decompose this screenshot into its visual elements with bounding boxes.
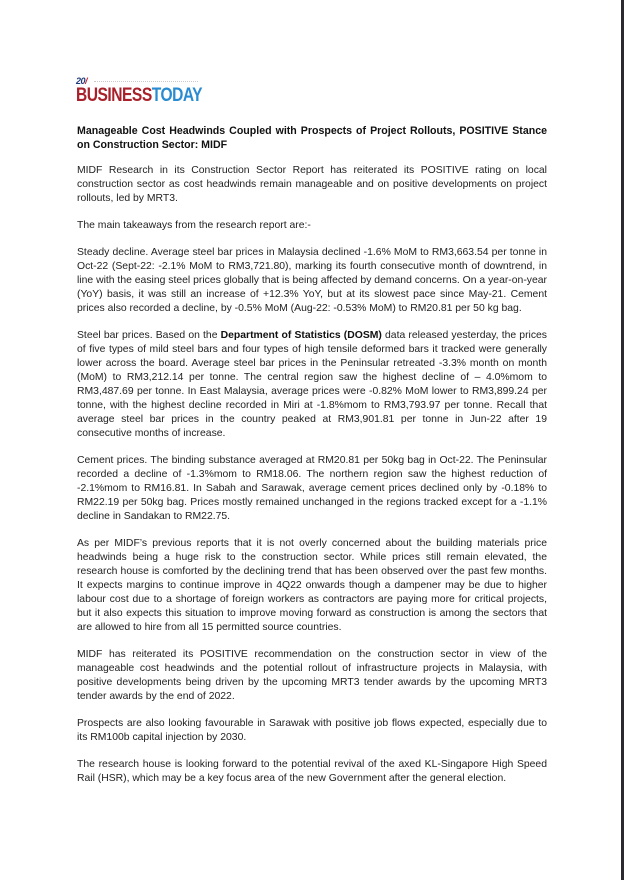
logo-wordmark <box>76 86 202 106</box>
article-title: Manageable Cost Headwinds Coupled with Prospects of Project Rollouts, POSITIVE Stance on Construction Sector: MIDF <box>77 125 547 151</box>
logo-word-today: TODAY <box>151 85 203 106</box>
paragraph-steel-bar-prices <box>77 329 547 441</box>
steel-bar-text-before: Steel bar prices. Based on the <box>77 330 221 341</box>
paragraph-cement-prices: Cement prices. The binding substance averaged at RM20.81 per 50kg bag in Oct-22. The Peninsular recorded a decline of -1.3%mom to RM18.06. The northern region saw the highest reduction of -2.1%mom to RM16.81. In Sabah and Sarawak, average cement prices declined only by -0.18% to RM22.19 per 50kg bag. Prices mostly remained unchanged in the regions tracked except for a -1.1% decline in Sandakan to RM22.75. <box>77 455 547 522</box>
paragraph-intro: MIDF Research in its Construction Sector Report has reiterated its POSITIVE rating on local construction sector as cost headwinds remain manageable and on positive developments on project rollouts, led by MRT3. <box>77 165 547 204</box>
paragraph-takeaways: The main takeaways from the research report are:- <box>77 220 311 231</box>
logo-mark-number: 20 <box>76 76 86 86</box>
logo-word-business: BUSINESS <box>76 85 152 106</box>
paragraph-positive-recommendation: MIDF has reiterated its POSITIVE recommendation on the construction sector in view of the manageable cost headwinds and the potential rollout of infrastructure projects in Malaysia, with positive developments being driven by the upcoming MRT3 tender awards by the upcoming MRT3 tender awards by the end of 2022. <box>77 649 547 702</box>
steel-bar-text-after: data released yesterday, the prices of five types of mild steel bars and four types of high tensile deformed bars it tracked were generally lower across the board. Average steel bar prices in the Peninsular retreated -3.3% month on month (MoM) to RM3,212.14 per tonne. The central region saw the highest decline of – 4.0%mom to RM3,487.69 per tonne. In East Malaysia, average prices were -0.82% MoM lower to RM3,899.24 per tonne, with the highest decline recorded in Miri at -1.8%mom to RM3,793.97 per tonne. Recall that average steel bar prices in the country peaked at RM3,901.81 per tonne in Jun-22 after 19 consecutive months of increase. <box>77 330 548 439</box>
dosm-bold-text: Department of Statistics (DOSM) <box>220 330 382 341</box>
article-body <box>77 124 547 799</box>
paragraph-hsr-revival: The research house is looking forward to the potential revival of the axed KL-Singapore High Speed Rail (HSR), which may be a key focus area of the new Government after the general election. <box>77 759 547 784</box>
paragraph-sarawak-prospects: Prospects are also looking favourable in Sarawak with positive job flows expected, especially due to its RM100b capital injection by 2030. <box>77 718 547 743</box>
logo-mark-slash: / <box>85 76 88 86</box>
logo-dotted-rule <box>94 81 198 82</box>
business-today-logo <box>76 76 203 110</box>
paragraph-steady-decline: Steady decline. Average steel bar prices in Malaysia declined -1.6% MoM to RM3,663.54 per tonne in Oct-22 (Sept-22: -2.1% MoM to RM3,721.80), marking its fourth consecutive month of downtrend, in line with the easing steel prices globally that is being affected by demand concerns. On a year-on-year (YoY) basis, it was still an increase of +12.3% YoY, but at its slowest pace since May-21. Cement prices also recorded a decline, by -0.5% MoM (Aug-22: -0.53% MoM) to RM20.81 per 50 kg bag. <box>77 247 547 314</box>
paragraph-midf-outlook: As per MIDF’s previous reports that it is not overly concerned about the building materials price headwinds being a huge risk to the construction sector. While prices still remain elevated, the research house is comforted by the declining trend that has been observed over the past few months. It expects margins to continue improve in 4Q22 onwards though a dampener may be due to higher labour cost due to a shortage of foreign workers as contractors are paying more for critical projects, but it also expects this situation to improve moving forward as construction is among the sectors that are allowed to hire from all 15 permitted source countries. <box>77 538 547 633</box>
